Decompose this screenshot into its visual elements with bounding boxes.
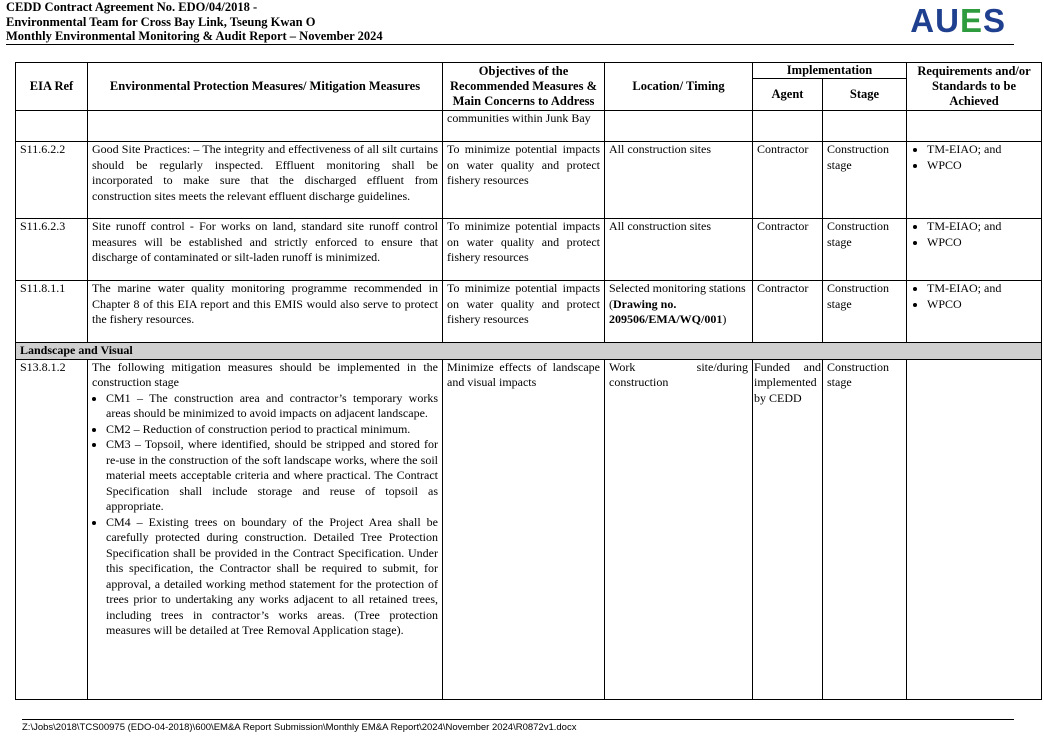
agent-cell: Funded and implemented by CEDD	[753, 359, 823, 699]
objective-cell: To minimize potential impacts on water quality and protect fishery resources	[443, 281, 605, 343]
measure-cell	[88, 359, 443, 699]
list-item: • CM3 – Topsoil, where identified, should be stripped and stored for re-use in the construction of the soft landscape works, where the soil material meets acceptable criteria and where practical. The Contract Specification shall include storage and reuse of topsoil as appropriate.	[106, 437, 438, 515]
header-rule	[6, 44, 1014, 45]
location-cell: Work site/during construction	[605, 359, 753, 699]
list-item: • CM1 – The construction area and contractor’s temporary works areas should be minimized to avoid impacts on adjacent landscape.	[106, 391, 438, 422]
eia-ref-cell: S11.6.2.3	[16, 219, 88, 281]
requirements-cell	[907, 359, 1042, 699]
location-cell: Selected monitoring stations (Drawing no. 209506/EMA/WQ/001)	[605, 281, 753, 343]
requirement-item: • WPCO	[927, 235, 1037, 251]
drawing-reference: Drawing no. 209506/EMA/WQ/001	[609, 296, 723, 326]
mitigation-measures-table	[15, 62, 1042, 700]
stage-cell: Construction stage	[823, 142, 907, 219]
header-requirements: Requirements and/or Standards to be Achieved	[907, 63, 1042, 111]
objective-cell: To minimize potential impacts on water quality and protect fishery resources	[443, 142, 605, 219]
objective-cell: To minimize potential impacts on water quality and protect fishery resources	[443, 219, 605, 281]
measure-intro: The following mitigation measures should be implemented in the construction stage	[92, 359, 438, 389]
table-row-continuation	[16, 111, 1042, 142]
page-header	[6, 0, 1038, 46]
measure-cell: The marine water quality monitoring programme recommended in Chapter 8 of this EIA report and this EMIS would also serve to protect the fishery resources.	[88, 281, 443, 343]
stage-cell: Construction stage	[823, 359, 907, 699]
requirements-cell	[907, 142, 1042, 219]
measure-list	[92, 391, 438, 639]
requirement-item: • TM-EIAO; and	[927, 281, 1037, 297]
table-row	[16, 359, 1042, 699]
header-objectives: Objectives of the Recommended Measures & Main Concerns to Address	[443, 63, 605, 111]
stage-cell: Construction stage	[823, 219, 907, 281]
section-row	[16, 343, 1042, 360]
table-row	[16, 142, 1042, 219]
objective-cell: Minimize effects of landscape and visual impacts	[443, 359, 605, 699]
requirement-item: • WPCO	[927, 158, 1037, 174]
footer-file-path: Z:\Jobs\2018\TCS00975 (EDO-04-2018)\600\EM&A Report Submission\Monthly EM&A Report\2024\November 2024\R0872v1.docx	[22, 722, 577, 733]
section-title: Landscape and Visual	[16, 343, 1042, 360]
requirements-cell	[907, 281, 1042, 343]
header-location: Location/ Timing	[605, 63, 753, 111]
objective-cell: communities within Junk Bay	[443, 111, 605, 142]
aues-logo: AUES	[910, 2, 1006, 39]
requirement-item: • TM-EIAO; and	[927, 219, 1037, 235]
header-stage: Stage	[823, 79, 907, 111]
footer-rule	[22, 719, 1014, 720]
list-item: • CM2 – Reduction of construction period to practical minimum.	[106, 422, 438, 438]
agent-cell: Contractor	[753, 281, 823, 343]
header-text	[6, 0, 383, 44]
table-row	[16, 281, 1042, 343]
table-row	[16, 219, 1042, 281]
header-implementation: Implementation	[753, 63, 907, 79]
agent-cell: Contractor	[753, 142, 823, 219]
measure-cell: Good Site Practices: – The integrity and effectiveness of all silt curtains should be regularly inspected. Effluent monitoring shall be incorporated to make sure that the discharged effluent from construction sites meets the relevant effluent discharge guidelines.	[88, 142, 443, 219]
list-item: • CM4 – Existing trees on boundary of the Project Area shall be carefully protected during construction. Detailed Tree Protection Specification shall be provided in the Contract Specification. Under this specification, the Contractor shall be required to submit, for approval, a detailed working method statement for the protection of trees prior to undertaking any works adjacent to all retained trees, including trees in contractor’s works areas. (Tree protection measures will be detailed at Tree Removal Application stage).	[106, 515, 438, 639]
location-cell: All construction sites	[605, 219, 753, 281]
header-measures: Environmental Protection Measures/ Mitigation Measures	[88, 63, 443, 111]
measure-cell: Site runoff control - For works on land, standard site runoff control measures will be established and strictly enforced to ensure that discharge of contaminated or silt-laden runoff is minimized.	[88, 219, 443, 281]
eia-ref-cell: S11.6.2.2	[16, 142, 88, 219]
header-eia-ref: EIA Ref	[16, 63, 88, 111]
agent-cell: Contractor	[753, 219, 823, 281]
eia-ref-cell: S11.8.1.1	[16, 281, 88, 343]
header-agent: Agent	[753, 79, 823, 111]
header-line-1: CEDD Contract Agreement No. EDO/04/2018 -	[6, 0, 258, 14]
requirement-item: • WPCO	[927, 297, 1037, 313]
eia-ref-cell: S13.8.1.2	[16, 359, 88, 699]
header-line-3: Monthly Environmental Monitoring & Audit Report – November 2024	[6, 29, 383, 43]
stage-cell: Construction stage	[823, 281, 907, 343]
header-line-2: Environmental Team for Cross Bay Link, Tseung Kwan O	[6, 14, 316, 29]
requirement-item: • TM-EIAO; and	[927, 142, 1037, 158]
location-cell: All construction sites	[605, 142, 753, 219]
requirements-cell	[907, 219, 1042, 281]
